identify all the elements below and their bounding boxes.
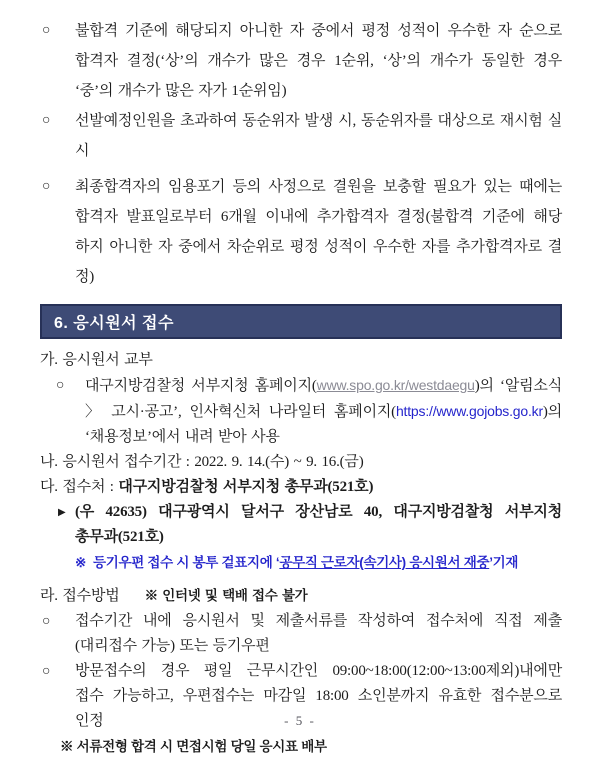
- registered-mail-note: [40, 550, 562, 575]
- right-triangle-icon: ▶: [58, 507, 66, 518]
- circle-bullet-icon: ○: [42, 179, 51, 194]
- text-line: ‘중’의 개수가 많은 자가 1순위임): [75, 83, 287, 99]
- text-segment: 등기우편 접수 시 봉투 겉표지에 ‘: [93, 555, 280, 570]
- text-line: 선발예정인원을 초과하여 동순위자 발생 시, 동순위자를 대상으로 재시험 실시: [75, 113, 562, 159]
- bullet-additional-pass: [40, 172, 562, 292]
- gojobs-website-link[interactable]: https://www.gojobs.go.kr: [395, 403, 543, 419]
- bullet-fail-criteria: [40, 16, 562, 106]
- text-line: ‘채용정보’에서 내려 받아 사용: [85, 429, 280, 445]
- text-line: (우 42635) 대구광역시 달서구 장산남로 40, 대구지방검찰청 서부지청: [75, 504, 562, 520]
- reference-mark-icon: ※: [75, 555, 87, 570]
- text-segment: ’기재: [489, 555, 519, 570]
- circle-bullet-icon: ○: [42, 113, 51, 128]
- text-line: 총무과(521호): [75, 529, 164, 545]
- text-segment: 라. 접수방법: [40, 588, 120, 604]
- text-line: 접수 가능하고, 우편접수는 마감일 18:00 소인분까지 유효한 접수분으로: [75, 688, 562, 704]
- section-header-application-submission: [40, 304, 562, 339]
- envelope-label-underlined: 공무직 근로자(속기사) 응시원서 재중: [279, 555, 490, 570]
- text-segment: )의 ‘알림소식: [474, 378, 562, 394]
- bullet-tie-retest: [40, 106, 562, 166]
- text-line: [85, 373, 562, 399]
- bullet-form-download: [40, 373, 562, 450]
- item-da-place: [40, 475, 562, 500]
- text-segment: 〉 고시·공고’, 인사혁신처 나라일터 홈페이지(: [85, 404, 396, 420]
- text-line: 인정: [75, 713, 104, 729]
- text-line: 불합격 기준에 해당되지 아니한 자 중에서 평정 성적이 우수한 자 순으로: [75, 23, 562, 39]
- text-segment: 대구지방검찰청 서부지청 홈페이지(: [85, 378, 317, 394]
- text-segment: 다. 접수처 :: [40, 479, 119, 495]
- no-internet-courier-note: ※ 인터넷 및 택배 접수 불가: [144, 588, 308, 603]
- spo-website-link[interactable]: www.spo.go.kr/westdaegu: [316, 377, 475, 393]
- bullet-submit-in-person: [40, 609, 562, 659]
- item-na-period: 나. 응시원서 접수기간 : 2022. 9. 14.(수) ~ 9. 16.(금): [40, 454, 364, 470]
- address-block: [40, 500, 562, 550]
- text-line: (대리접수 가능) 또는 등기우편: [75, 638, 270, 654]
- text-line: 접수기간 내에 응시원서 및 제출서류를 작성하여 접수처에 직접 제출: [75, 613, 562, 629]
- exam-ticket-note: ※ 서류전형 합격 시 면접시험 당일 응시표 배부: [60, 739, 327, 754]
- text-line: 최종합격자의 임용포기 등의 사정으로 결원을 보충할 필요가 있는 때에는: [75, 179, 562, 195]
- text-line: 하지 아니한 자 중에서 차순위로 평정 성적이 우수한 자를 추가합격자로 결정): [75, 239, 562, 285]
- page-number: - 5 -: [284, 713, 316, 728]
- circle-bullet-icon: ○: [42, 614, 51, 629]
- text-line: 합격자 발표일로부터 6개월 이내에 추가합격자 결정(불합격 기준에 해당: [75, 209, 562, 225]
- circle-bullet-icon: ○: [42, 664, 51, 679]
- circle-bullet-icon: ○: [56, 378, 65, 393]
- text-segment: )의: [542, 404, 562, 420]
- section-title: 6. 응시원서 접수: [54, 315, 174, 332]
- text-line: [85, 399, 562, 425]
- receipt-office-bold: 대구지방검찰청 서부지청 총무과(521호): [118, 479, 374, 495]
- circle-bullet-icon: ○: [42, 23, 51, 38]
- text-line: 합격자 결정(‘상’의 개수가 많은 경우 1순위, ‘상’의 개수가 동일한 경우: [75, 53, 562, 69]
- text-line: 방문접수의 경우 평일 근무시간인 09:00~18:00(12:00~13:00제외)내에만: [75, 663, 562, 679]
- item-ra-method: [40, 583, 562, 609]
- item-ga-label: 가. 응시원서 교부: [40, 352, 153, 368]
